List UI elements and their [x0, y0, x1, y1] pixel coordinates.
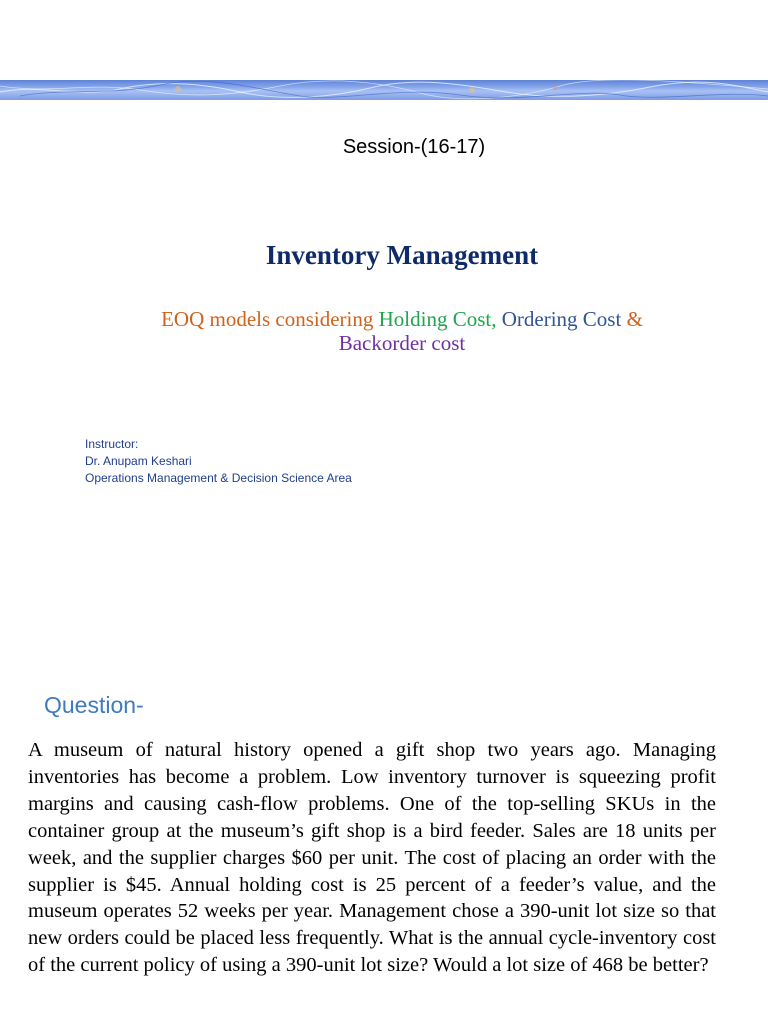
question-body: A museum of natural history opened a gift shop two years ago. Managing inventories has become a problem. Low inventory turnover is squeezing profit margins and causing cash-flow problems. One of the top-selling SKUs in the container group at the museum’s gift shop is a bird feeder. Sales are 18 units per week, and the supplier charges $60 per unit. The cost of placing an order with the supplier is $45. Annual holding cost is 25 percent of a feeder’s value, and the museum operates 52 weeks per year. Management chose a 390-unit lot size so that new orders could be placed less frequently. What is the annual cycle-inventory cost of the current policy of using a 390-unit lot size? Would a lot size of 468 be better?: [28, 739, 716, 977]
decorative-banner: [0, 80, 768, 100]
instructor-area: Operations Management & Decision Science Area: [85, 471, 352, 485]
instructor-label: Instructor:: [85, 437, 139, 451]
subtitle-part-holding: Holding Cost,: [378, 307, 497, 331]
question-heading: Question-: [44, 692, 144, 718]
subtitle-part-ordering: Ordering Cost: [496, 307, 627, 331]
session-label: Session-(16-17): [342, 136, 486, 158]
subtitle: [100, 307, 704, 355]
instructor-name: Dr. Anupam Keshari: [85, 454, 192, 468]
banner-pattern: [0, 80, 768, 100]
subtitle-part-backorder: Backorder cost: [338, 331, 466, 355]
instructor-block: [85, 436, 352, 487]
subtitle-part-ampersand: &: [626, 307, 643, 331]
page-title: Inventory Management: [265, 240, 539, 270]
subtitle-part-eoq: EOQ models considering: [161, 307, 379, 331]
